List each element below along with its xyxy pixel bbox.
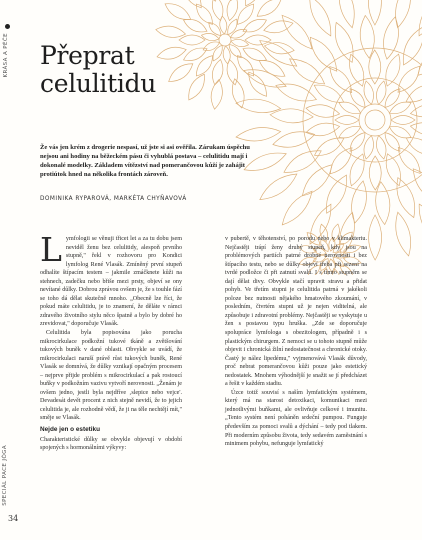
body-column-left bbox=[40, 230, 182, 453]
body-paragraph-text: ymfologii se věnuji třicet let a za tu dobu jsem neviděl ženu bez celulitidy, alespoň prvního stupně," řekl v rozhovoru pro Kondici lymfolog René Vlasák. Zmíněný první stupeň odhalíte štípacím testem – jakmile zmáčknete kůži na stehnech, zadečku nebo břiše mezi prsty, objeví se ony nevítané důlky. Dobrou zprávou ovšem je, že s touhle fází se toho dá dělat skutečně mnoho. „Obecně lze říci, že pokud máte celulitidu, je to znamení, že děláte v rámci zdravého životního stylu něco špatně a bylo by dobré ho zrevidovat," doporučuje Vlasák. bbox=[40, 236, 182, 328]
body-paragraph: v pubertě, v těhotenství, po porodu nebo v klimakteriu. Nejčastěji trápí ženy druhý stupeň, kdy jsou na problémových partiích patrné drobné nerovnosti i bez štípacího testu, nebo se důlky objeví třeba při sezení na tvrdé podložce či při zatnutí svalů. I s tímto stupněm se dají dělat divy. Obvykle stačí upravit stravu a přidat pohyb. Ve třetím stupni je celulitida patrná v jakékoli poloze bez nutnosti nějakého hmatového zkoumání, v posledním, čtvrtém stupni už je nejen viditelná, ale způsobuje i zdravotní problémy. Nejčastěji se vyskytuje u žen s postavou typu hruška. „Zde se doporučuje spolupráce lymfologa s obezitologem, případně i s plastickým chirurgem. Z nemoci se u tohoto stupně může objevit i chronická žilní nedostatečnost a chronické otoky. Častý je nález lipedému," vyjmenovává Vlasák důvody, proč nebrat pomerančovou kůži pouze jako estetický nedostatek. Mnohem výhodnější je snažit se jí předcházet a řešit v každém stadiu. bbox=[225, 236, 367, 388]
section-label-top-text: KRÁSA A PÉČE bbox=[3, 33, 9, 78]
body-paragraph bbox=[40, 230, 182, 329]
body-paragraph: Charakteristické důlky se obvykle objevují v období spojených s hormonálními výkyvy: bbox=[40, 436, 182, 452]
article-title bbox=[40, 42, 156, 98]
section-label-bottom-text: SPECIÁL PACE JÓGA bbox=[2, 445, 8, 506]
gold-floral-ornament bbox=[150, 0, 422, 275]
body-paragraph: Celulitida byla popisována jako porucha mikrocirkulace podkožní tukové tkáně a zvětšování tukových buněk v dané oblasti. Obvykle se uvádí, že mikrocirkulaci naruší právě růst tukových buněk, René Vlasák se domnívá, že důlky vznikají opačným procesem – nejprve přijde problém s mikrocirkulací a pak rostoucí buňky v podkožním vazivu vytvoří nerovnosti. „Ženám je ovšem jedno, jestli byla nejdříve ‚slepice nebo vejce'. Devadesát devět procent z nich stejně nevidí, že to jejich celulitida je, ale rozhodně vědí, že ji na těle nechtějí mít," směje se Vlasák. bbox=[40, 330, 182, 422]
title-line-2: celulitidu bbox=[40, 69, 157, 98]
section-label-bottom bbox=[2, 445, 14, 508]
article-authors: DOMINIKA RYPAROVÁ, MARKÉTA CHYŇAVOVÁ bbox=[40, 196, 187, 202]
subheading: Nejde jen o estetiku bbox=[40, 426, 101, 434]
drop-cap: L bbox=[40, 230, 62, 269]
page-number: 34 bbox=[8, 514, 19, 523]
body-paragraph: Úzce totiž souvisí s naším lymfatickým systémem, který má na starost detoxikaci, komunikaci mezi jednotlivými buňkami, ale ovlivňuje celkové i imunitu. „Tento systém není poháněn srdeční pumpou. Funguje především za pomoci svalů a dýchání – tedy pod tlakem. Při moderním způsobu života, tedy sedavém zaměstnání s minimem pohybu, nefunguje lymfatický bbox=[225, 389, 367, 448]
body-column-right bbox=[225, 235, 367, 449]
title-line-1: Přeprat bbox=[40, 41, 135, 70]
article-lead: Že vás jen krém z drogerie nespasí, už jste si asi ověřila. Zárukam úspěchu nejsou ani hodiny na běžeckém pásu či vyhublá postava – celulitidu mají i dokonalé modelky. Základem vítězství nad pomerančovou kůží je zahájit protiútok hned na několika frontách zároveň. bbox=[40, 144, 250, 179]
section-bullet-icon bbox=[5, 24, 10, 29]
